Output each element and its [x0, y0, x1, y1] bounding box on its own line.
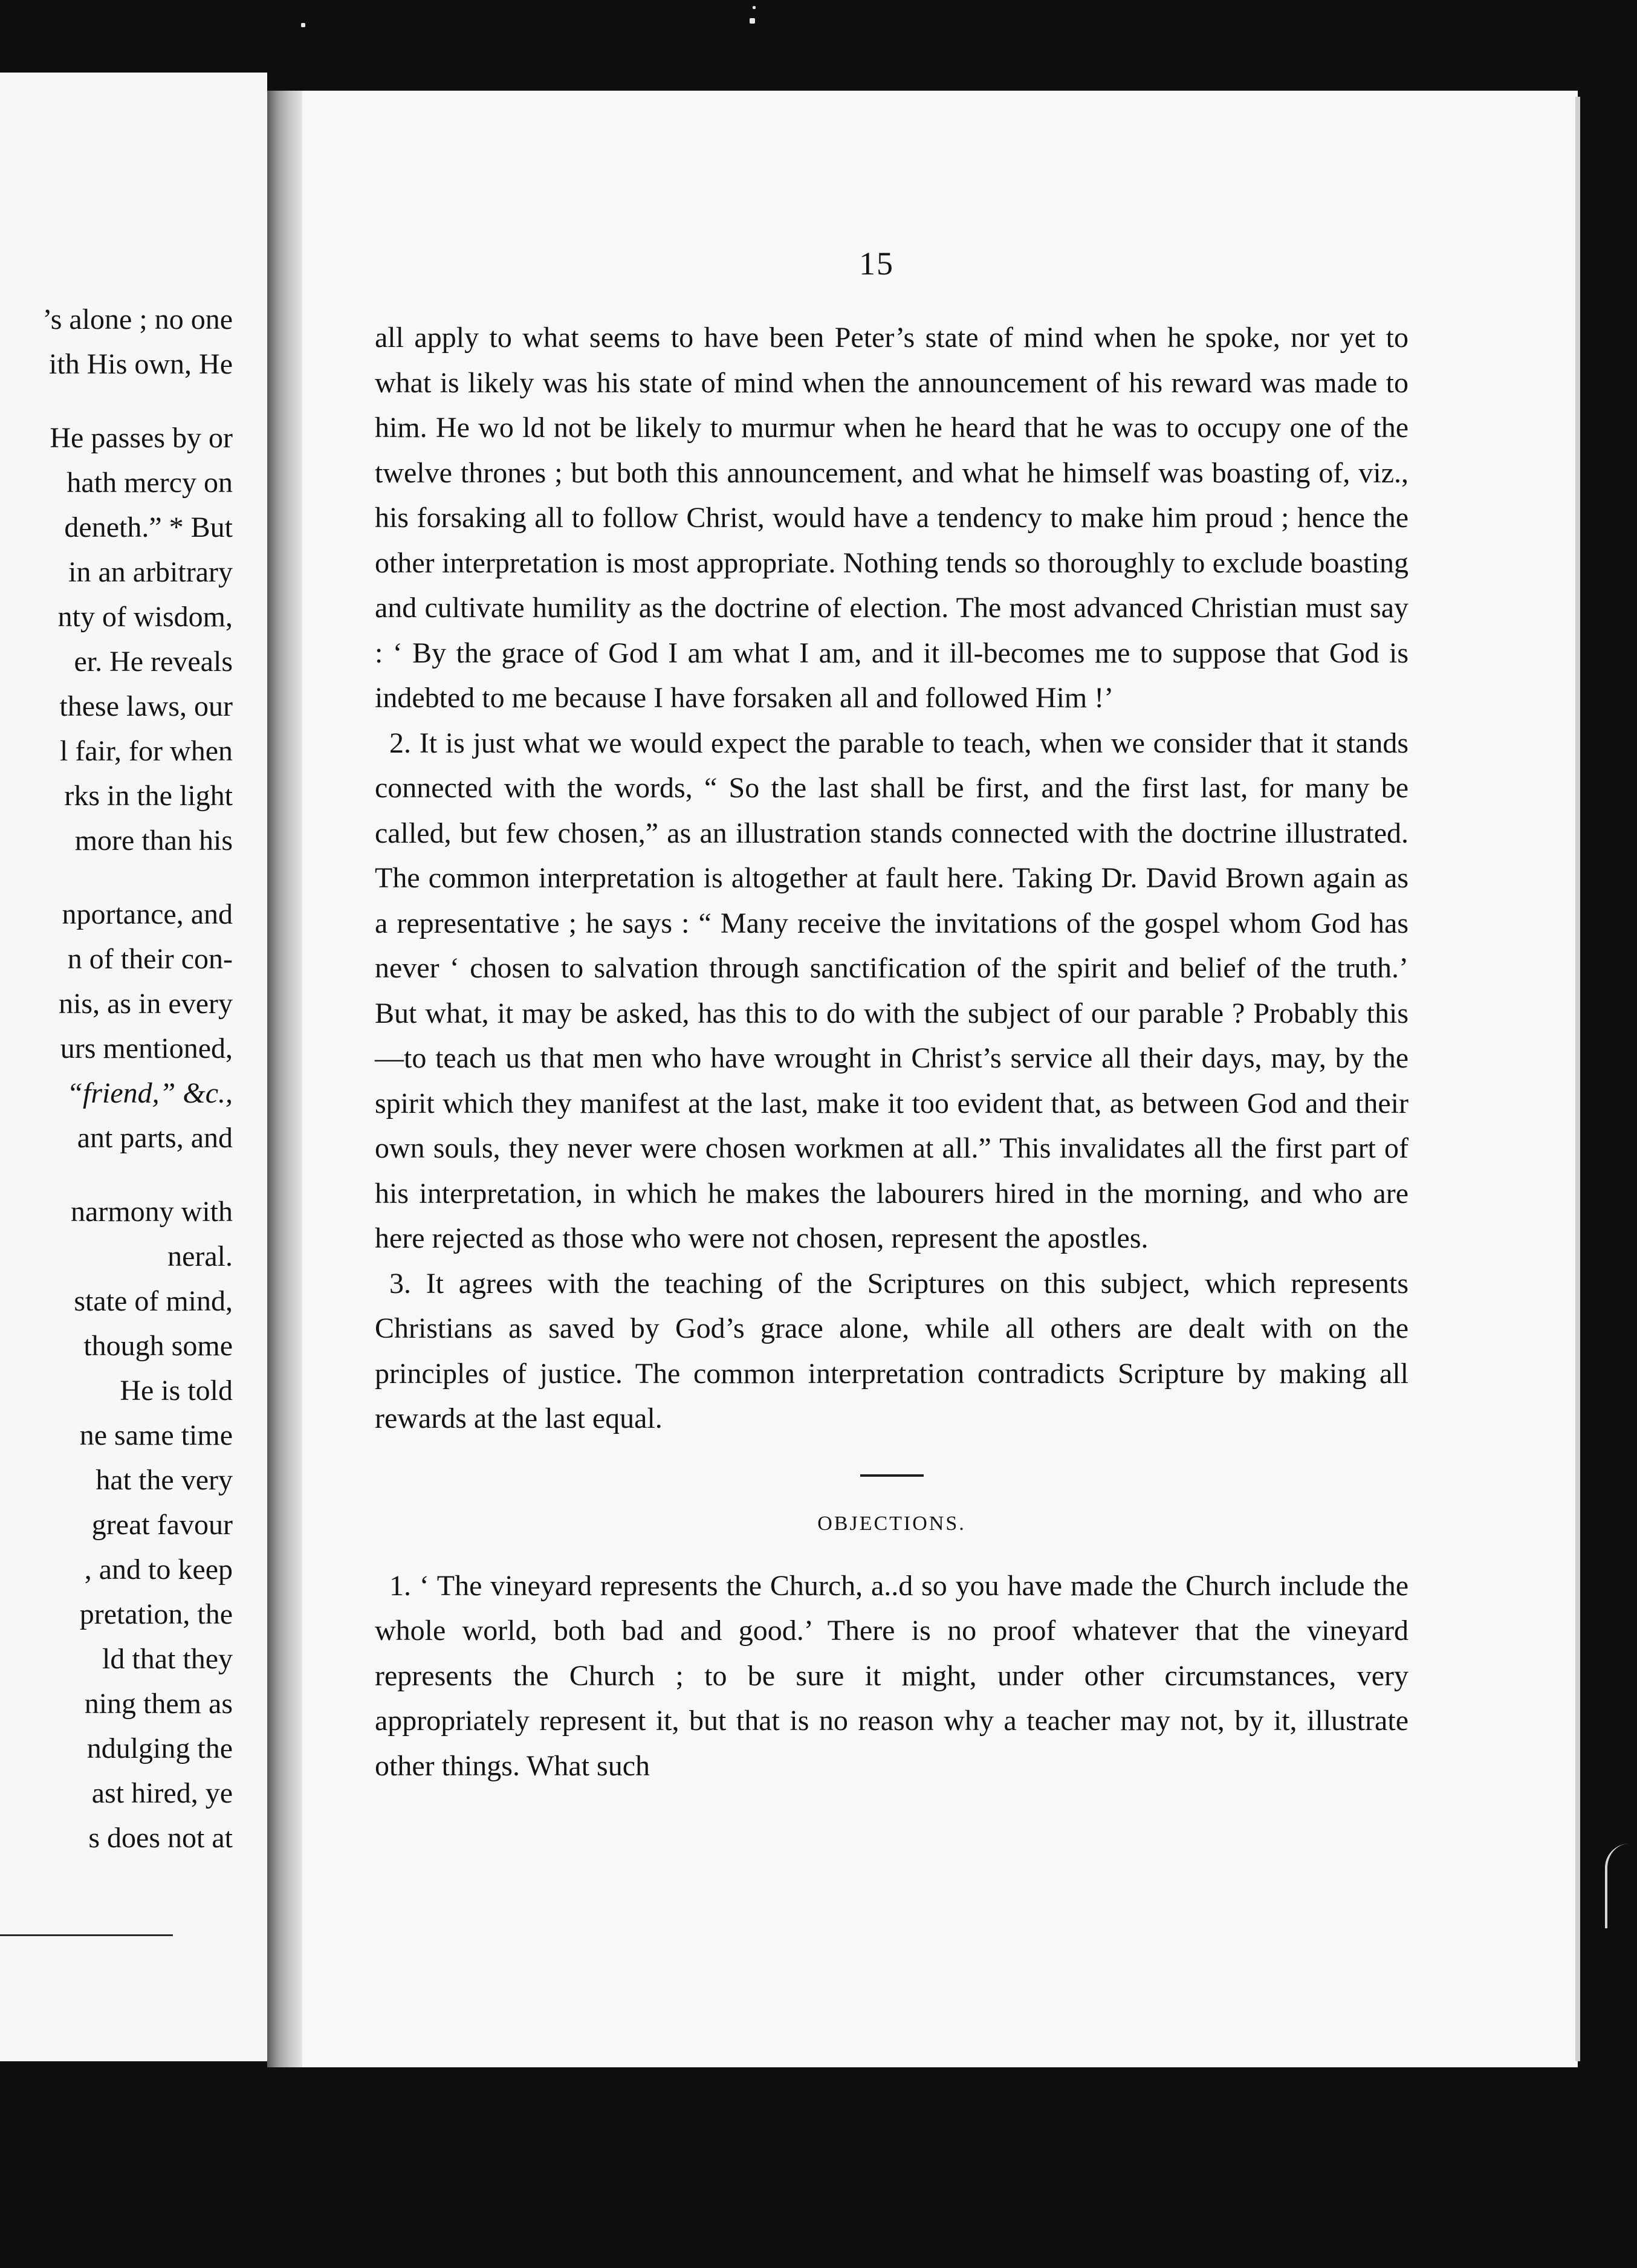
page-number: 15	[859, 245, 894, 282]
left-page	[0, 73, 267, 2061]
left-line: “friend,” &c.,	[66, 1077, 233, 1109]
page-body	[375, 316, 1408, 1789]
left-line: state of mind,	[74, 1285, 233, 1317]
left-line: ant parts, and	[77, 1122, 233, 1154]
left-line: , and to keep	[84, 1554, 233, 1586]
left-line: ning them as	[84, 1688, 233, 1720]
left-line: nty of wisdom,	[57, 601, 233, 633]
left-line: deneth.” * But	[64, 511, 233, 543]
left-line: though some	[83, 1330, 233, 1362]
left-line: ne same time	[79, 1419, 233, 1451]
left-line: rks in the light	[64, 780, 233, 812]
paragraph-objection-1: 1. ‘ The vineyard represents the Church, a..d so you have made the Church include the whole world, both bad and good.’ There is no proof whatever that the vineyard represents the Church ; to be sure it might, under other circumstances, very appropriately represent it, but that is no reason why a teacher may not, by it, illustrate other things. What such	[375, 1569, 1408, 1782]
left-line: pretation, the	[79, 1598, 233, 1630]
scan-speck	[301, 23, 305, 27]
left-line: ’s alone ; no one	[42, 303, 233, 335]
left-line: more than his	[74, 825, 233, 857]
section-heading: OBJECTIONS.	[817, 1512, 966, 1535]
left-line: nportance, and	[62, 898, 233, 930]
left-line: neral.	[167, 1240, 233, 1272]
paragraph-point-3: 3. It agrees with the teaching of the Scriptures on this subject, which represents Christians as saved by God’s grace alone, while all others are dealt with on the principles of justice. The common interpretation contradicts Scripture by making all rewards at the last equal.	[375, 1267, 1408, 1434]
left-line: ld that they	[102, 1643, 233, 1675]
left-line: in an arbitrary	[68, 556, 233, 588]
page-curl-mark	[1605, 1844, 1632, 1928]
scan-speck	[750, 18, 755, 24]
left-line: n of their con-	[67, 943, 233, 975]
left-line: hat the very	[96, 1464, 233, 1496]
section-divider	[860, 1474, 924, 1477]
left-line: He passes by or	[50, 422, 233, 454]
left-line: ndulging the	[86, 1732, 233, 1764]
left-line: ast hired, ye	[91, 1777, 233, 1809]
left-line: nis, as in every	[59, 988, 233, 1020]
left-line: great favour	[91, 1509, 233, 1541]
left-line: urs mentioned,	[60, 1032, 233, 1064]
left-line: hath mercy on	[66, 467, 233, 499]
left-line: narmony with	[71, 1196, 233, 1228]
left-line: s does not at	[88, 1822, 233, 1854]
right-page	[302, 91, 1578, 2067]
left-line: these laws, our	[59, 690, 233, 722]
left-line: ith His own, He	[49, 348, 233, 380]
left-line: er. He reveals	[74, 646, 233, 678]
book-gutter-shadow	[267, 91, 302, 2067]
left-line: l fair, for when	[60, 735, 233, 767]
page-edge	[1575, 97, 1580, 2061]
left-line: He is told	[120, 1375, 233, 1407]
scan-speck	[753, 6, 756, 9]
paragraph-continued: all apply to what seems to have been Peter’s state of mind when he spoke, nor yet to what is likely was his state of mind when the announcement of his reward was made to him. He wo ld not be likely to murmur when he heard that he was to occupy one of the twelve thrones ; but both this announcement, and what he himself was boasting of, viz., his forsaking all to follow Christ, would have a tendency to make him proud ; hence the other interpretation is most appropriate. Nothing tends so thoroughly to exclude boasting and cultivate humility as the doctrine of election. The most advanced Christian must say : ‘ By the grace of God I am what I am, and it ill-becomes me to suppose that God is indebted to me because I have forsaken all and followed Him !’	[375, 322, 1408, 714]
left-page-text	[0, 297, 233, 1861]
footnote-rule	[0, 1934, 173, 1936]
paragraph-point-2: 2. It is just what we would expect the parable to teach, when we consider that it stands connected with the words, “ So the last shall be first, and the first last, for many be called, but few chosen,” as an illustration stands connected with the doctrine illustrated. The common interpretation is altogether at fault here. Taking Dr. David Brown again as a representative ; he says : “ Many receive the invitations of the gospel whom God has never ‘ chosen to salvation through sanctification of the spirit and belief of the truth.’ But what, it may be asked, has this to do with the subject of our parable ? Probably this—to teach us that men who have wrought in Christ’s service all their days, may, by the spirit which they manifest at the last, make it too evident that, as between God and their own souls, they never were chosen workmen at all.” This invalidates all the first part of his interpretation, in which he makes the labourers hired in the morning, and who are here rejected as those who were not chosen, represent the apostles.	[375, 727, 1408, 1254]
